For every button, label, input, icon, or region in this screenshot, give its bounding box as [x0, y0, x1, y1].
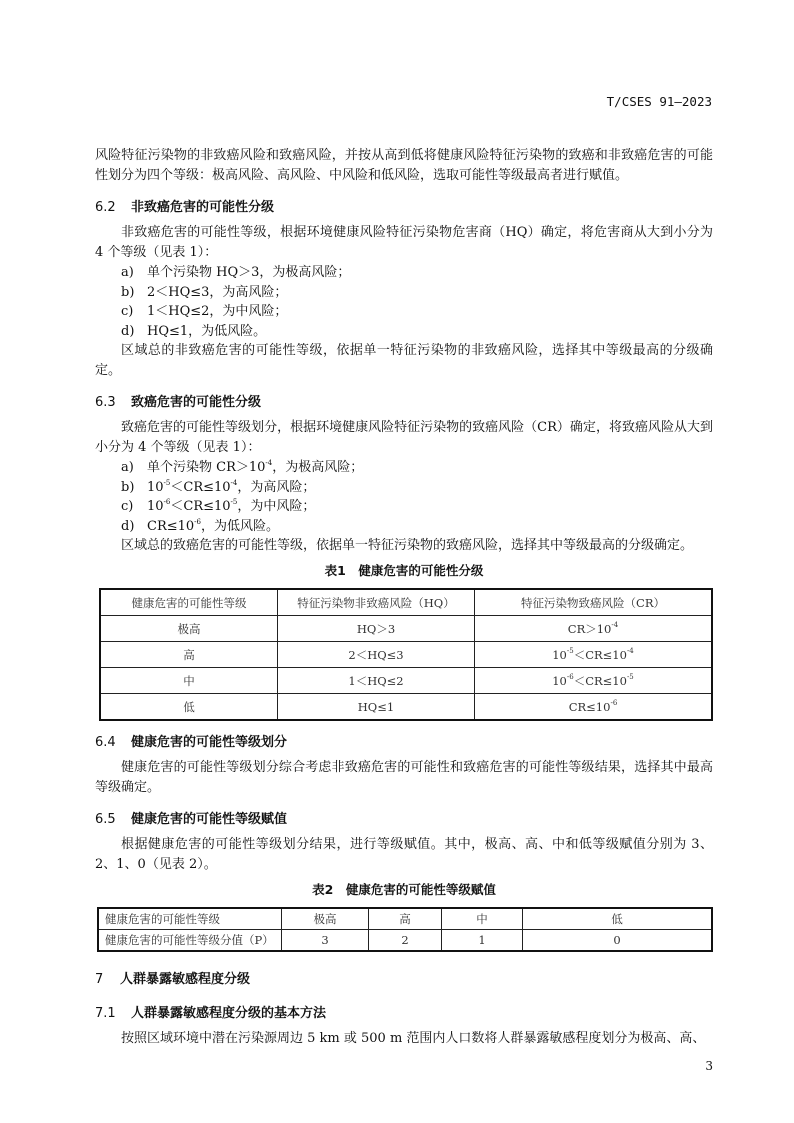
exponent: -5 [566, 646, 574, 655]
list-label: a) [121, 265, 134, 280]
section-7-1-paragraph: 按照区域环境中潜在污染源周边 5 km 或 500 m 范围内人口数将人群暴露敏感程度划分为极高、高、 [121, 1031, 706, 1046]
exponent: -5 [626, 672, 634, 681]
level-cell: 极高 [100, 616, 278, 642]
list-item [121, 458, 713, 478]
list-label: c) [121, 499, 134, 514]
row-header: 健康危害的可能性等级 [98, 908, 282, 930]
list-item [121, 283, 713, 303]
list-label: c) [121, 304, 134, 319]
table-row [98, 930, 712, 952]
list-label: b) [121, 479, 135, 495]
section-title: 非致癌危害的可能性分级 [131, 200, 275, 215]
section-6-3-closing: 区域总的致癌危害的可能性等级，依据单一特征污染物的致癌风险，选择其中等级最高的分级确定。 [121, 538, 694, 553]
list-item [121, 478, 713, 498]
table-1-caption: 表1 健康危害的可能性分级 [324, 563, 484, 578]
row-header: 健康危害的可能性等级分值（P） [98, 930, 282, 952]
list-item [121, 322, 713, 342]
section-title: 人群暴露敏感程度分级 [120, 972, 251, 987]
table-cell: 极高 [282, 908, 369, 930]
list-label: a) [121, 460, 134, 475]
exponent: -4 [611, 620, 619, 629]
table-cell: 高 [369, 908, 442, 930]
exponent: -6 [194, 517, 201, 526]
table-cell: 2 [369, 930, 442, 952]
table-2-caption: 表2 健康危害的可能性等级赋值 [312, 882, 496, 897]
table-2 [97, 907, 713, 952]
section-number: 7 [95, 972, 104, 987]
exponent: -6 [610, 698, 618, 707]
exponent: -6 [163, 498, 171, 506]
list-text: 1＜HQ≤2，为中风险； [147, 304, 288, 319]
table-cell: 0 [523, 930, 713, 952]
table-row [100, 668, 712, 694]
table-cell: 中 [442, 908, 523, 930]
section-number: 6.4 [95, 735, 116, 750]
list-item [121, 517, 713, 537]
text: CR≤10 [147, 518, 195, 534]
text: 10 [552, 647, 567, 662]
exponent: -5 [163, 478, 171, 487]
table-header-row [100, 589, 712, 616]
list-label: d) [121, 323, 135, 339]
table-row [100, 642, 712, 668]
cr-cell [475, 616, 713, 642]
table-cell: 1 [442, 930, 523, 952]
list-label: d) [121, 518, 135, 534]
list-text: 单个污染物 HQ＞3，为极高风险； [147, 265, 351, 280]
list-label: b) [121, 284, 135, 300]
text: ，为极高风险； [272, 460, 364, 475]
section-title: 健康危害的可能性等级赋值 [131, 812, 288, 827]
section-number: 6.2 [95, 200, 116, 215]
section-number: 7.1 [95, 1006, 116, 1021]
text: 10 [552, 673, 567, 688]
section-title: 人群暴露敏感程度分级的基本方法 [131, 1006, 327, 1021]
column-header: 特征污染物非致癌风险（HQ） [278, 589, 475, 616]
section-number: 6.5 [95, 812, 116, 827]
text: CR≤10 [568, 699, 611, 714]
table-cell: 3 [282, 930, 369, 952]
cr-cell [475, 668, 713, 694]
section-6-2-paragraph: 非致癌危害的可能性等级，根据环境健康风险特征污染物危害商（HQ）确定，将危害商从大到小分为 4 个等级（见表 1）： [95, 225, 713, 260]
section-7-1-heading [95, 1004, 713, 1024]
list-item [121, 302, 713, 322]
column-header: 特征污染物致癌风险（CR） [475, 589, 713, 616]
section-title: 致癌危害的可能性分级 [131, 395, 262, 410]
table-row [100, 694, 712, 721]
level-cell: 高 [100, 642, 278, 668]
cr-cell [475, 694, 713, 721]
section-6-5-heading [95, 810, 713, 830]
section-7-heading [95, 970, 713, 990]
exponent: -4 [265, 459, 273, 467]
level-cell: 低 [100, 694, 278, 721]
exponent: -4 [230, 478, 238, 487]
section-6-2-closing: 区域总的非致癌危害的可能性等级，依据单一特征污染物的非致癌风险，选择其中等级最高的分级确定。 [95, 343, 713, 378]
hq-cell: HQ≤1 [278, 694, 475, 721]
section-title: 健康危害的可能性等级划分 [131, 735, 288, 750]
text: ，为高风险； [237, 479, 316, 495]
table-1 [99, 588, 713, 721]
text: ＜CR≤10 [573, 673, 627, 688]
text: 10 [147, 479, 164, 495]
list-item [121, 263, 713, 283]
column-header: 健康危害的可能性等级 [100, 589, 278, 616]
text: ，为低风险。 [201, 518, 280, 534]
exponent: -5 [230, 498, 238, 506]
intro-paragraph: 风险特征污染物的非致癌风险和致癌风险，并按从高到低将健康风险特征污染物的致癌和非致癌危害的可能性划分为四个等级：极高风险、高风险、中风险和低风险，选取可能性等级最高者进行赋值。 [95, 148, 713, 183]
table-cell: 低 [523, 908, 713, 930]
section-6-2-heading [95, 198, 713, 218]
exponent: -6 [566, 672, 574, 681]
text: ＜CR≤10 [573, 647, 627, 662]
document-body [95, 0, 713, 1103]
text: 10 [147, 499, 164, 514]
text: ，为中风险； [237, 499, 316, 514]
section-6-3-heading [95, 393, 713, 413]
hq-cell: 2＜HQ≤3 [278, 642, 475, 668]
level-cell: 中 [100, 668, 278, 694]
page-number: 3 [705, 1059, 713, 1073]
section-number: 6.3 [95, 395, 116, 410]
text: 单个污染物 CR＞10 [147, 460, 266, 475]
section-6-4-paragraph: 健康危害的可能性等级划分综合考虑非致癌危害的可能性和致癌危害的可能性等级结果，选择其中最高等级确定。 [95, 760, 713, 795]
text: ＜CR≤10 [170, 479, 231, 495]
text: CR＞10 [567, 621, 612, 636]
section-6-3-paragraph: 致癌危害的可能性等级划分，根据环境健康风险特征污染物的致癌风险（CR）确定，将致癌风险从大到小分为 4 个等级（见表 1）： [95, 420, 713, 455]
document-code: T/CSES 91—2023 [606, 94, 712, 109]
cr-cell [475, 642, 713, 668]
table-row [98, 908, 712, 930]
list-text: HQ≤1，为低风险。 [147, 323, 267, 339]
table-row [100, 616, 712, 642]
hq-cell: 1＜HQ≤2 [278, 668, 475, 694]
section-6-4-heading [95, 733, 713, 753]
hq-cell: HQ＞3 [278, 616, 475, 642]
list-text: 2＜HQ≤3，为高风险； [147, 284, 288, 300]
text: ＜CR≤10 [170, 499, 231, 514]
list-item [121, 497, 713, 517]
exponent: -4 [626, 646, 634, 655]
section-6-5-paragraph: 根据健康危害的可能性等级划分结果，进行等级赋值。其中，极高、高、中和低等级赋值分别为 3、2、1、0（见表 2）。 [95, 837, 713, 872]
